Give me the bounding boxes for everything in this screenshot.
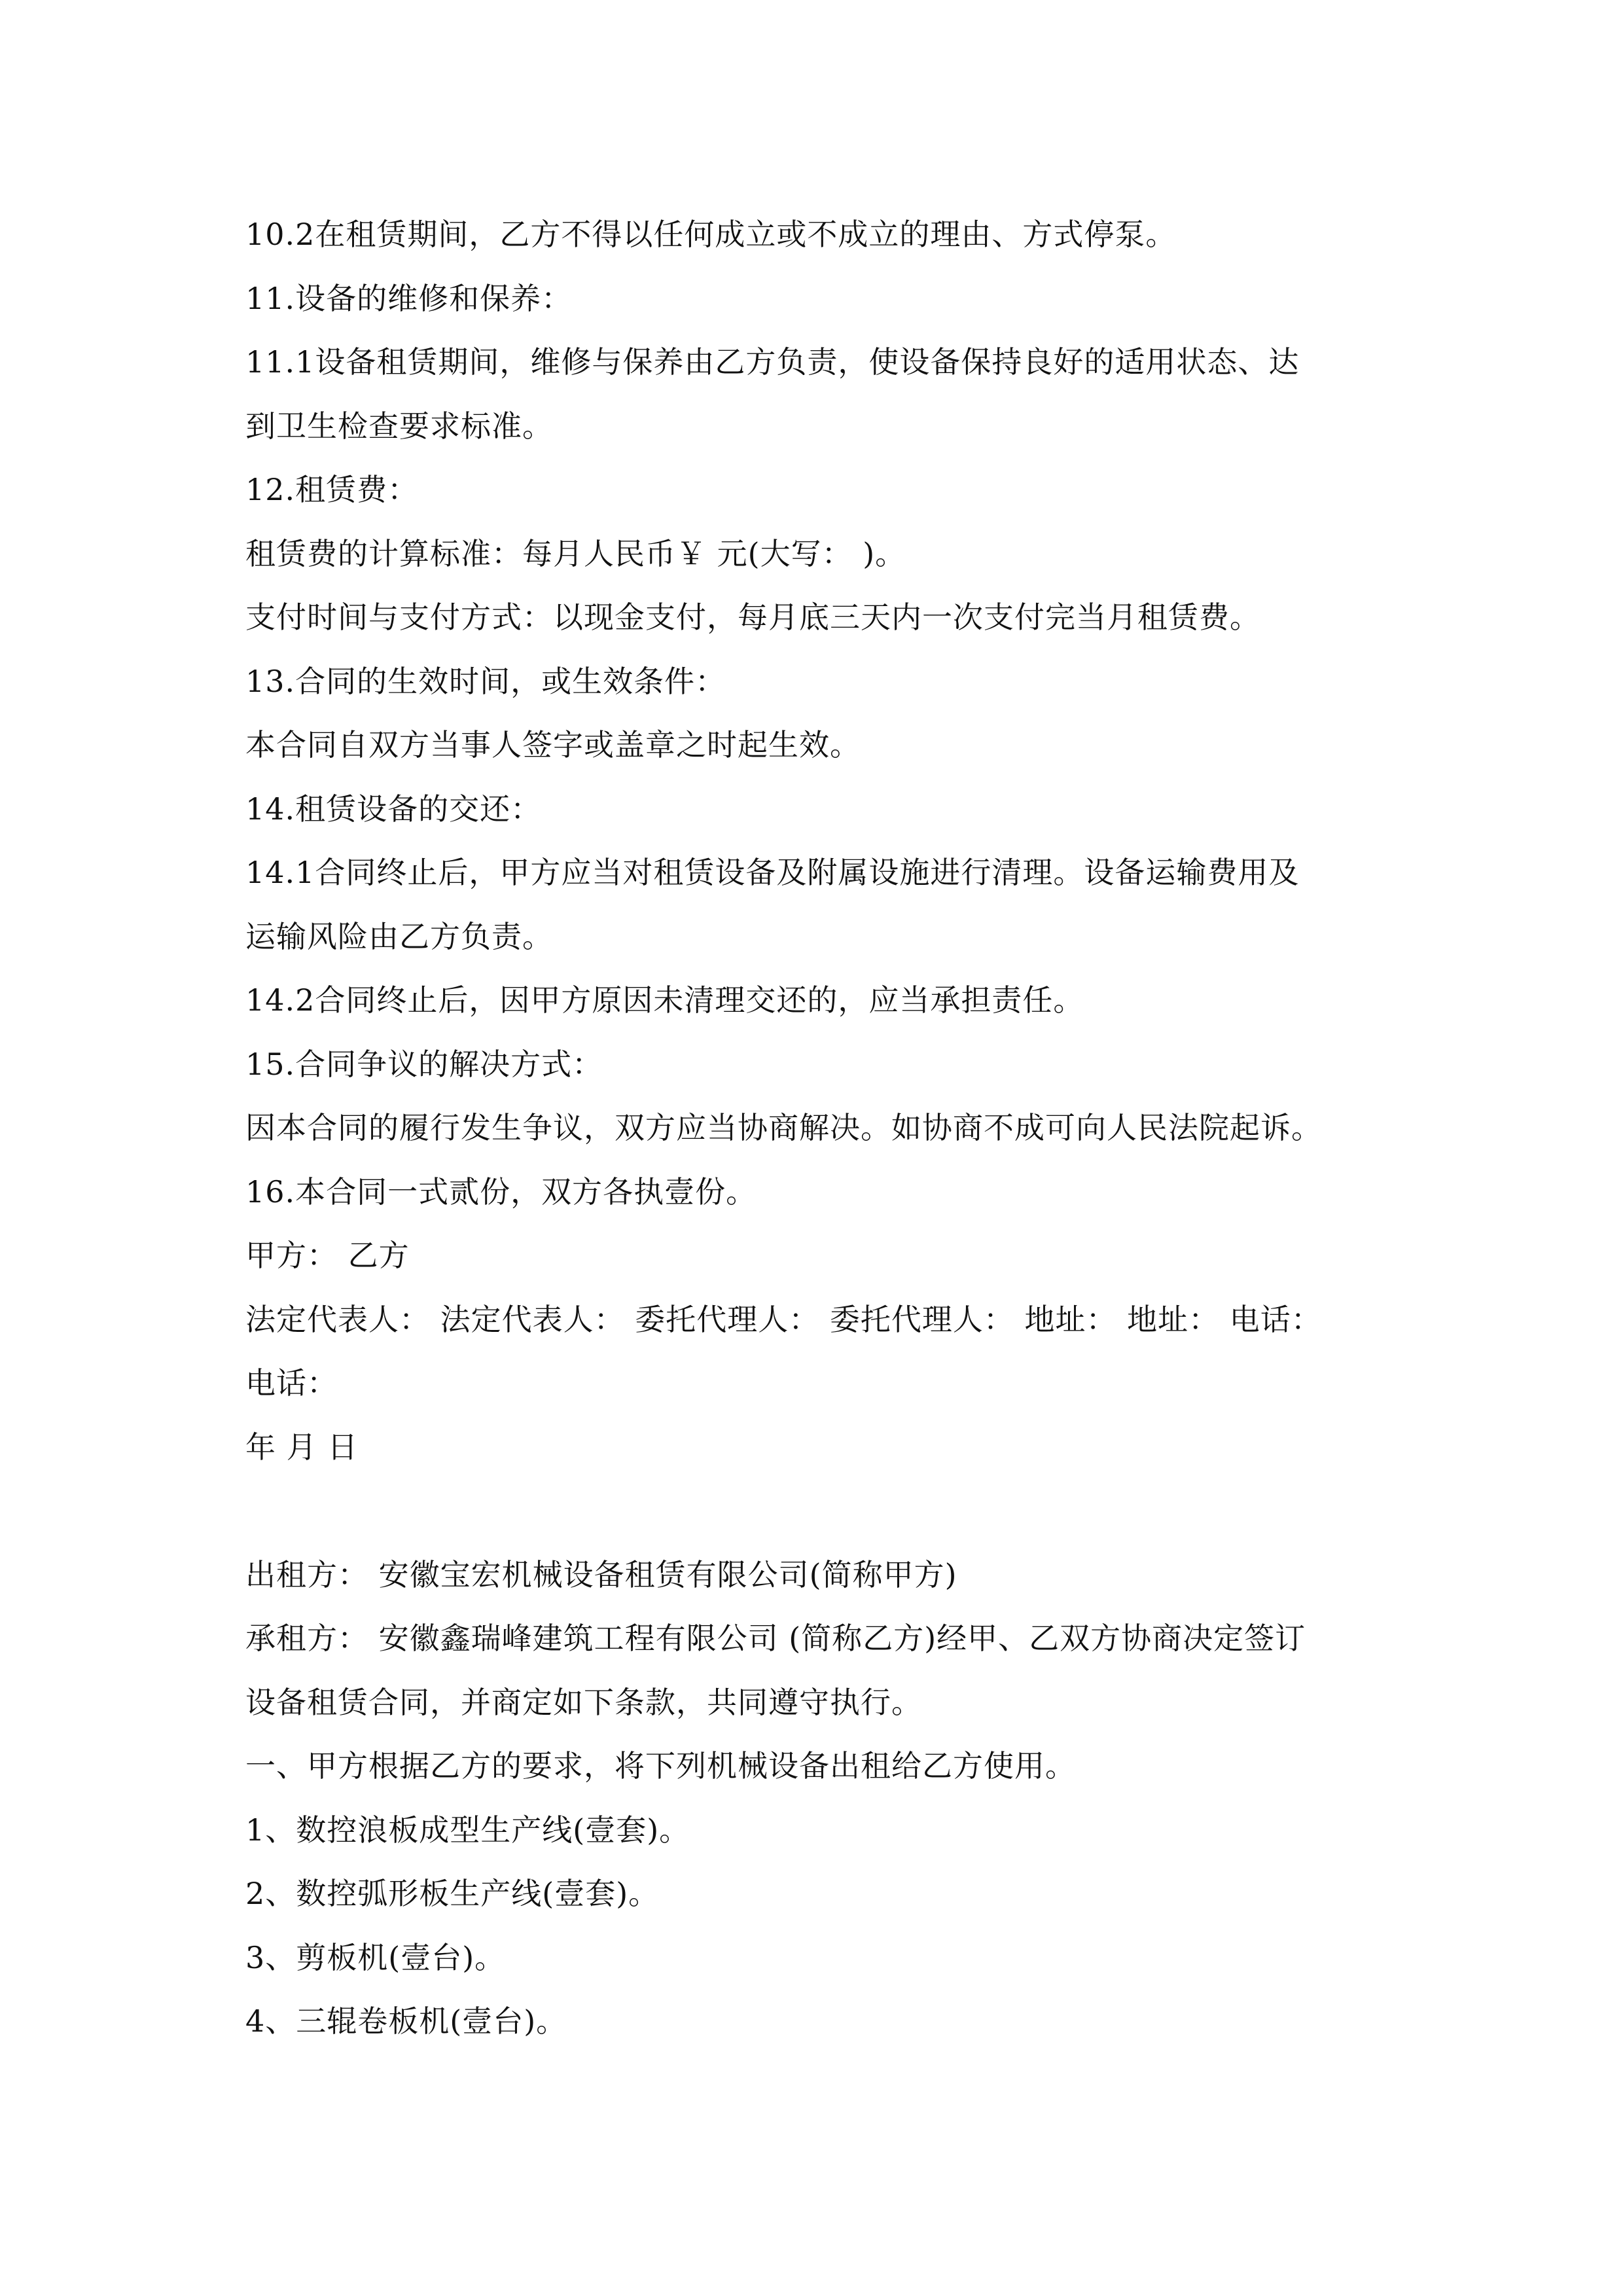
clause-12-heading: 12.租赁费： xyxy=(245,472,419,507)
lessor-line: 出租方： 安徽宝宏机械设备租赁有限公司(简称甲方) xyxy=(245,1556,957,1592)
clause-15-text: 因本合同的履行发生争议，双方应当协商解决。如协商不成可向人民法院起诉。 xyxy=(245,1110,1322,1145)
clause-14-heading: 14.租赁设备的交还： xyxy=(245,791,542,827)
clause-13-heading: 13.合同的生效时间，或生效条件： xyxy=(245,663,726,699)
clause-14-1-line2: 运输风险由乙方负责。 xyxy=(245,918,553,954)
clause-11-heading: 11.设备的维修和保养： xyxy=(245,280,573,316)
equipment-item-1: 1、数控浪板成型生产线(壹套)。 xyxy=(245,1812,690,1848)
section-1-heading: 一、甲方根据乙方的要求，将下列机械设备出租给乙方使用。 xyxy=(245,1748,1076,1784)
parties-line: 甲方： 乙方 xyxy=(245,1238,410,1273)
clause-10-2: 10.2在租赁期间，乙方不得以任何成立或不成立的理由、方式停泵。 xyxy=(245,217,1177,252)
clause-14-2: 14.2合同终止后，因甲方原因未清理交还的，应当承担责任。 xyxy=(245,982,1084,1018)
clause-13-text: 本合同自双方当事人签字或盖章之时起生效。 xyxy=(245,727,861,762)
lessee-line: 承租方： 安徽鑫瑞峰建筑工程有限公司 (简称乙方)经甲、乙双方协商决定签订 xyxy=(245,1621,1306,1656)
equipment-item-4: 4、三辊卷板机(壹台)。 xyxy=(245,2003,567,2039)
equipment-item-3: 3、剪板机(壹台)。 xyxy=(245,1939,506,1975)
equipment-item-2: 2、数控弧形板生产线(壹套)。 xyxy=(245,1876,660,1911)
rent-standard: 租赁费的计算标准：每月人民币￥ 元(大写： )。 xyxy=(245,535,906,571)
clause-14-1-line1: 14.1合同终止后，甲方应当对租赁设备及附属设施进行清理。设备运输费用及 xyxy=(245,855,1300,890)
signature-fields-line: 法定代表人： 法定代表人： 委托代理人： 委托代理人： 地址： 地址： 电话： xyxy=(245,1301,1322,1337)
clause-11-1-line2: 到卫生检查要求标准。 xyxy=(245,408,553,444)
payment-terms: 支付时间与支付方式：以现金支付，每月底三天内一次支付完当月租赁费。 xyxy=(245,600,1260,635)
agreement-intro: 设备租赁合同，并商定如下条款，共同遵守执行。 xyxy=(245,1684,922,1720)
blank-line xyxy=(245,1479,1397,1543)
clause-11-1-line1: 11.1设备租赁期间，维修与保养由乙方负责，使设备保持良好的适用状态、达 xyxy=(245,344,1300,380)
clause-15-heading: 15.合同争议的解决方式： xyxy=(245,1046,603,1082)
contract-body-text xyxy=(245,203,1397,2054)
clause-16: 16.本合同一式贰份，双方各执壹份。 xyxy=(245,1174,757,1210)
phone-line: 电话： xyxy=(245,1365,338,1401)
date-line: 年 月 日 xyxy=(245,1429,359,1465)
